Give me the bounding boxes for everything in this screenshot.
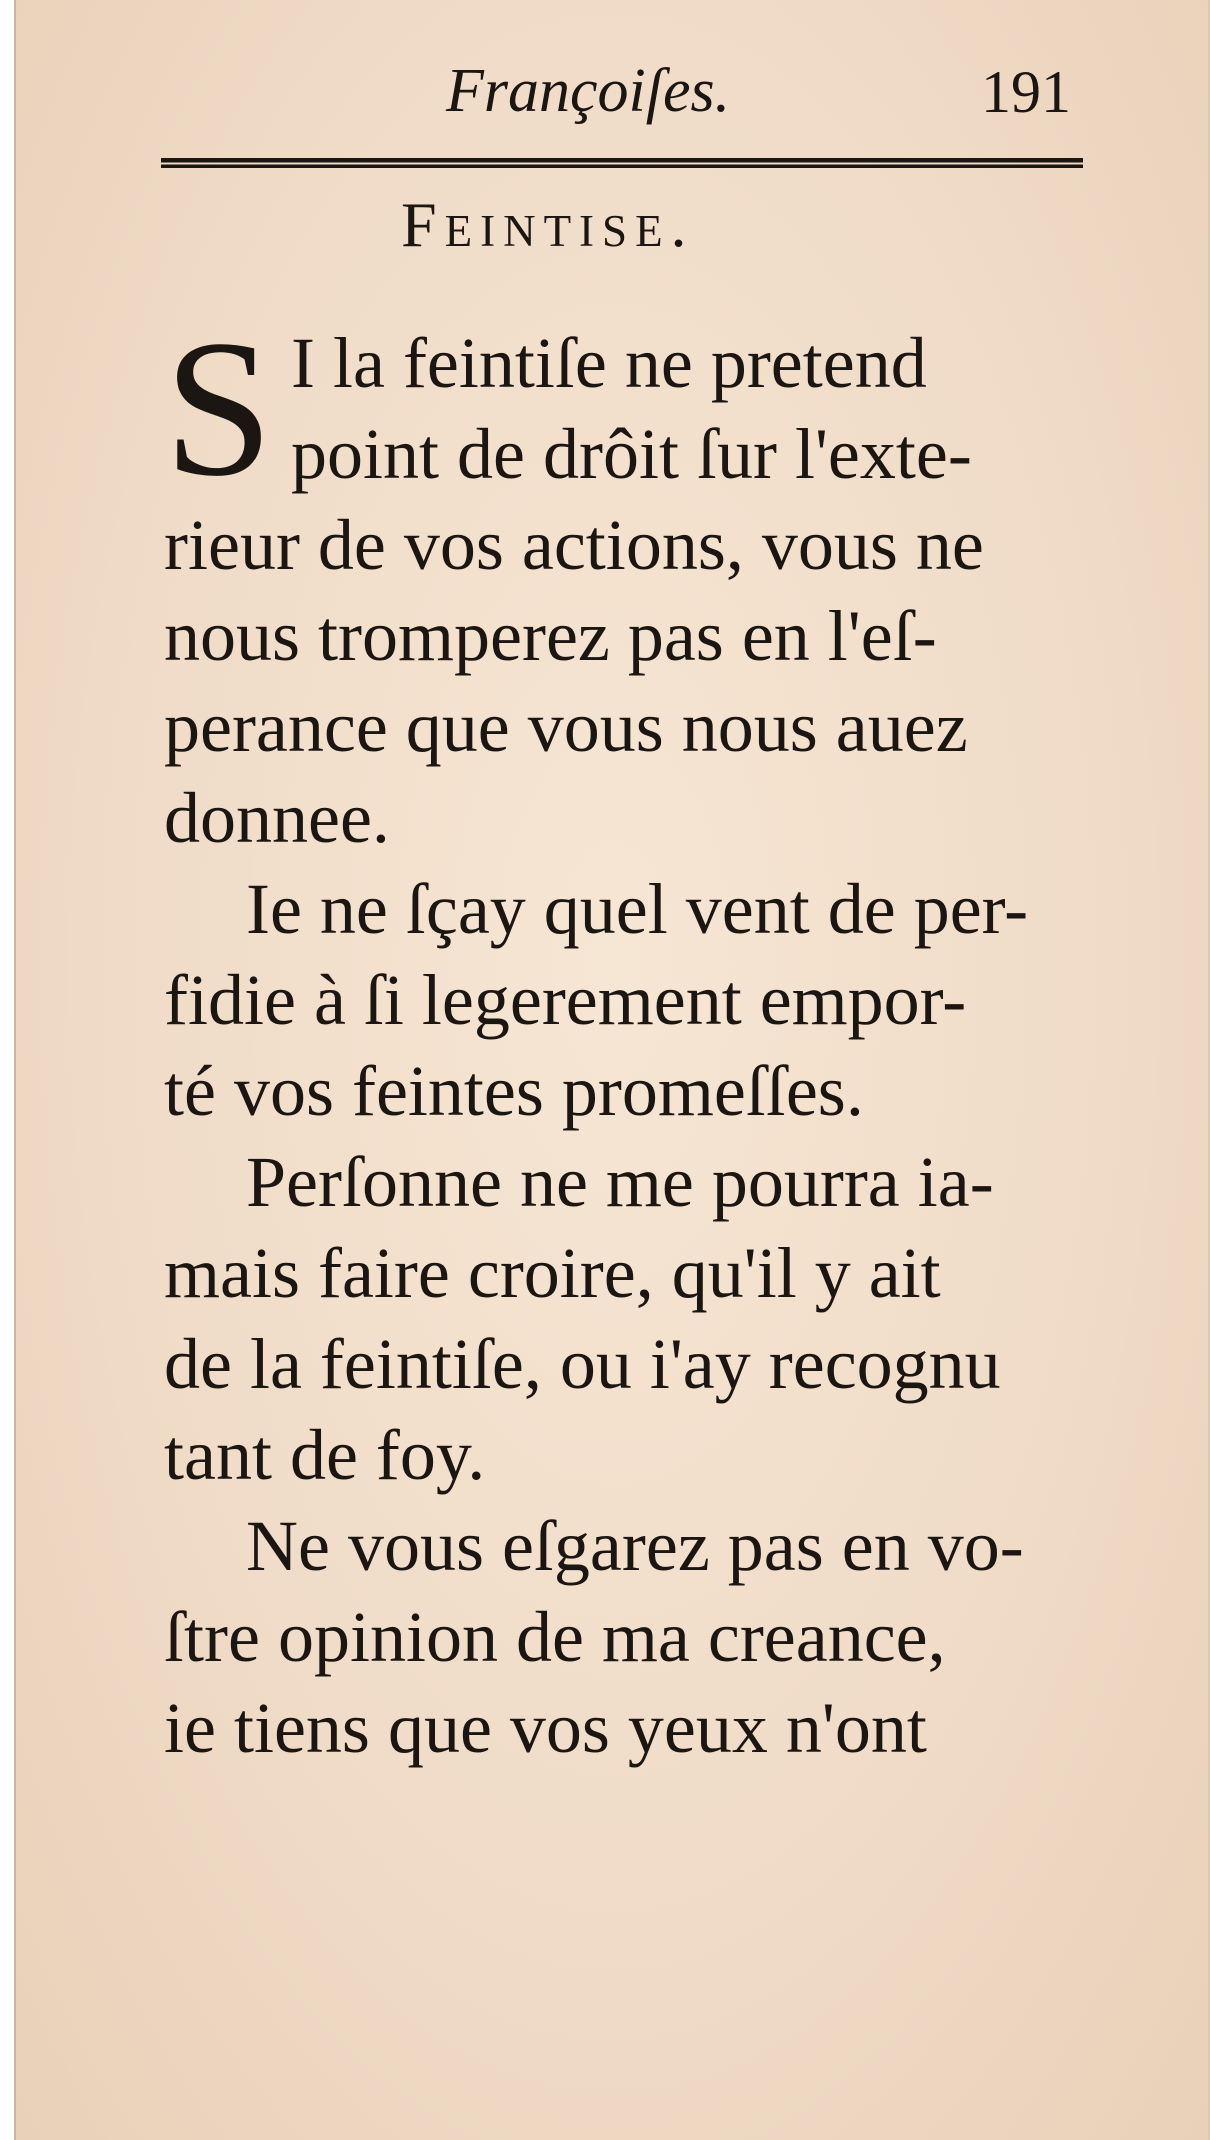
text-line: Ie ne ſçay quel vent de per- bbox=[246, 869, 1029, 949]
text-line: Ne vous eſgarez pas en vo- bbox=[246, 1506, 1024, 1586]
text-line: Perſonne ne me pourra ia- bbox=[246, 1142, 994, 1222]
book-page bbox=[14, 0, 1210, 2140]
text-line: point de drôit ſur l'exte- bbox=[291, 414, 972, 494]
section-heading: Feintiſe. bbox=[401, 189, 695, 260]
text-line: rieur de vos actions, vous ne bbox=[164, 505, 984, 585]
paragraph-3 bbox=[164, 1137, 1084, 1501]
text-line: donnee. bbox=[164, 778, 390, 858]
text-line: té vos feintes promeſſes. bbox=[164, 1051, 864, 1131]
text-line: mais faire croire, qu'il y ait bbox=[164, 1233, 941, 1313]
paragraph-1 bbox=[164, 300, 1084, 864]
text-line: I la feintiſe ne pretend bbox=[291, 323, 927, 403]
text-line: perance que vous nous auez bbox=[164, 687, 968, 767]
text-line: nous tromperez pas en l'eſ- bbox=[164, 596, 937, 676]
text-line: tant de foy. bbox=[164, 1415, 486, 1495]
paragraph-2 bbox=[164, 864, 1084, 1137]
text-line: fidie à ſi legerement empor- bbox=[164, 960, 967, 1040]
text-line: de la feintiſe, ou i'ay recognu bbox=[164, 1324, 1001, 1404]
running-title: Françoiſes. bbox=[446, 57, 731, 125]
body-text bbox=[164, 300, 1084, 1774]
page-header bbox=[161, 52, 1081, 142]
drop-cap: S bbox=[164, 300, 274, 517]
page-number: 191 bbox=[981, 59, 1071, 125]
header-rule bbox=[161, 158, 1083, 168]
paragraph-4 bbox=[164, 1501, 1084, 1774]
text-line: ie tiens que vos yeux n'ont bbox=[164, 1688, 927, 1768]
text-line: ſtre opinion de ma creance, bbox=[164, 1597, 946, 1677]
